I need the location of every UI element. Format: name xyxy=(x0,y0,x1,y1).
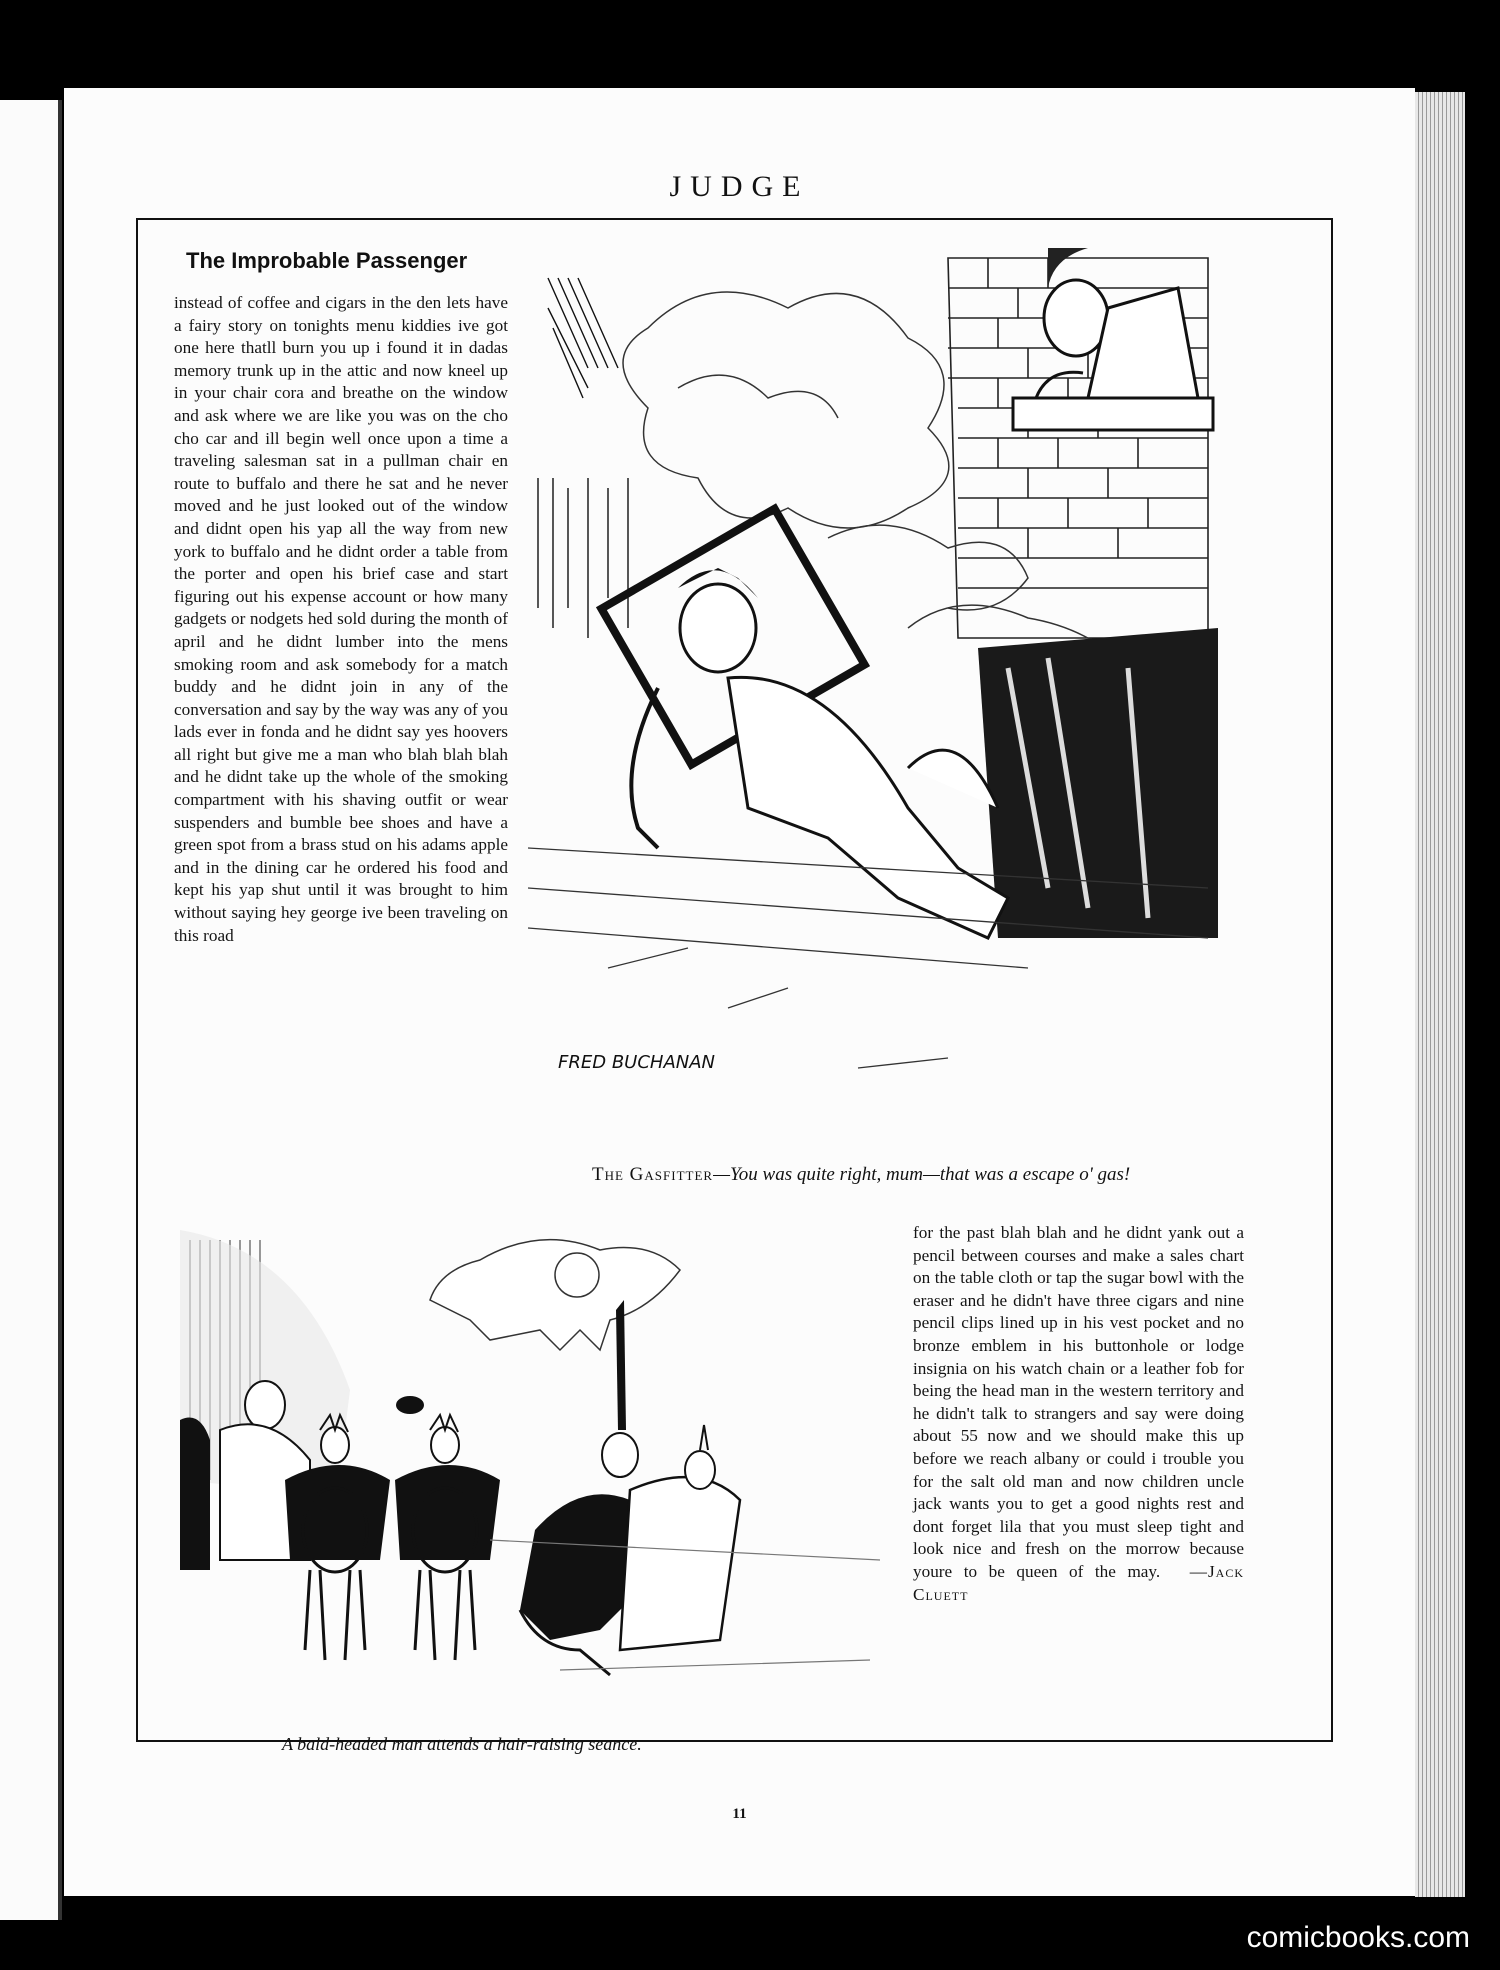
cartoon2-caption: A bald-headed man attends a hair-raising seance. xyxy=(282,1734,642,1754)
article-column-1 xyxy=(174,292,508,947)
watermark: comicbooks.com xyxy=(1235,1916,1482,1960)
article-byline: —Jack Cluett xyxy=(913,1561,1244,1604)
masthead: JUDGE xyxy=(669,170,810,203)
page-stack-edge xyxy=(1415,92,1465,1897)
cartoon1-caption-speaker: The Gasfitter xyxy=(592,1164,714,1185)
article-text-2: for the past blah blah and he didnt yank out a pencil between courses and make a sales chart on the table cloth or tap the sugar bowl with the eraser and he didn't have three cigars and nine pencil clips lined up in his vest pocket and no bronze emblem in his buttonhole or lodge insignia on his watch chain or a leather fob for being the head man in the western territory and he didn't talk to strangers and say were doing about 55 now and we should make this up before we reach albany or could i trouble you for the salt old man and now children uncle jack wants you to get a good nights rest and dont forget lila that you must sleep tight and look nice and fresh on the morrow because youre to be queen of the may. xyxy=(913,1223,1244,1581)
article-column-2 xyxy=(913,1222,1244,1606)
facing-page-edge xyxy=(0,100,62,1920)
cartoon1-caption-text: —You was quite right, mum—that was a escape o' gas! xyxy=(713,1164,1131,1185)
article-title: The Improbable Passenger xyxy=(186,248,468,273)
seance-cartoon xyxy=(180,1230,880,1720)
page-number: 11 xyxy=(732,1806,747,1822)
cartoon1-signature: FRED BUCHANAN xyxy=(558,1052,715,1073)
article-text-1: instead of coffee and cigars in the den lets have a fairy story on tonights menu kiddies ive got one here thatll burn you up i found it in dadas memory trunk up in the attic and now kneel up in your chair cora and breathe on the window and ask where we are like you was on the cho cho car and ill begin well once upon a time a traveling salesman sat in a pullman chair en route to buffalo and there he sat and he never moved and he just looked out of the window and didnt open his yap all the way from new york to buffalo and he didnt order a table from the porter and open his brief case and start figuring out his expense account or how many gadgets or nodgets hed sold during the month of april and he didnt lumber into the mens smoking room and ask somebody for a match buddy and he didnt join in any of the conversation and say by the way was any of you lads ever in fonda and he didnt say yes hoovers all right but give me a man who blah blah blah and he didnt take up the whole of the smoking compartment with his shaving outfit or wear suspenders and bumble bee shoes and have a green spot from a brass stud on his adams apple and in the dining car he ordered his food and kept his yap shut until it was brought to him without saying hey george ive been traveling on this road xyxy=(174,293,508,945)
gasfitter-cartoon xyxy=(528,248,1218,1128)
cartoon1-caption xyxy=(592,1164,1222,1186)
